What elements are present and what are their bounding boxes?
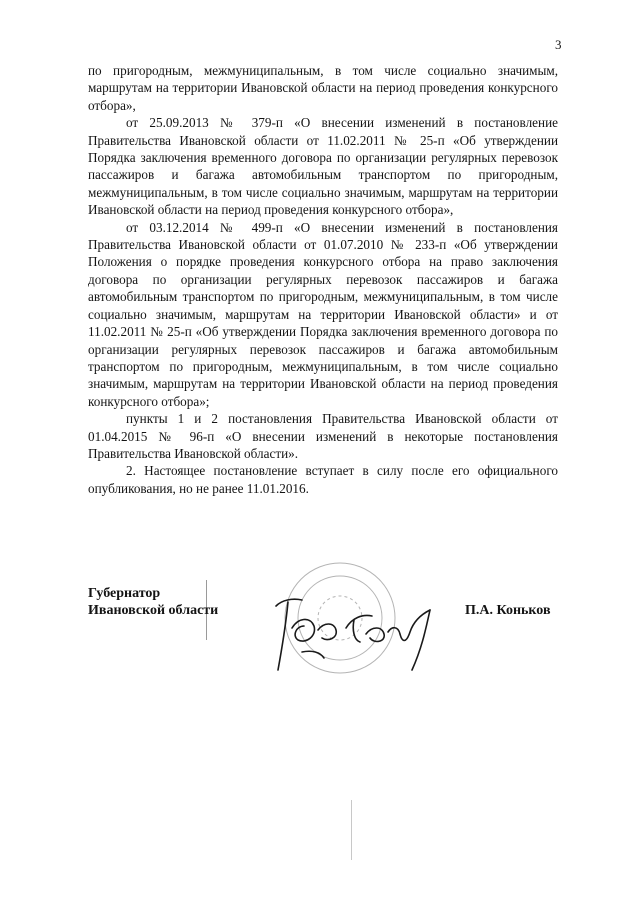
- paragraph-continuation: по пригородным, межмуниципальным, в том числе социально значимым, маршрутам на территории Ивановской области на период проведения конкурсного отбора»,: [88, 63, 558, 113]
- official-seal-icon: [285, 563, 395, 673]
- page-number: 3: [555, 37, 562, 52]
- document-body: [88, 62, 558, 497]
- fold-line: [351, 800, 352, 860]
- paragraph-resolution-499: от 03.12.2014 № 499-п «О внесении изменений в постановления Правительства Ивановской области от 01.07.2010 № 233-п «Об утверждении Положения о порядке проведения конкурсного отбора на право заключения договора по организации регулярных перевозок пассажиров и багажа автомобильным транспортом по пригородным, межмуниципальным, в том числе социально значимым, маршрутам на территории Ивановской области» и от 11.02.2011 № 25-п «Об утверждении Порядка заключения временного договора по организации регулярных перевозок пассажиров и багажа автомобильным транспортом по пригородным, межмуниципальным, в том числе социально значимым, маршрутам на территории Ивановской области на период проведения конкурсного отбора»;: [88, 219, 558, 409]
- signatory-name: П.А. Коньков: [465, 603, 551, 618]
- paragraph-resolution-379: от 25.09.2013 № 379-п «О внесении изменений в постановление Правительства Ивановской области от 11.02.2011 № 25-п «Об утверждении Порядка заключения временного договора по организации регулярных перевозок пассажиров и багажа автомобильным транспортом по пригородным, межмуниципальным, в том числе социально значимым, маршрутам на территории Ивановской области на период проведения конкурсного отбора»,: [88, 115, 558, 218]
- signatory-title: Губернатор: [88, 586, 161, 601]
- signature-stamp-image: [262, 548, 452, 698]
- signatory-region: Ивановской области: [88, 603, 219, 618]
- paragraph-resolution-96: пункты 1 и 2 постановления Правительства Ивановской области от 01.04.2015 № 96-п «О внесении изменений в некоторые постановления Правительства Ивановской области».: [88, 411, 558, 461]
- paragraph-item-2: 2. Настоящее постановление вступает в силу после его официального опубликования, но не ранее 11.01.2016.: [88, 463, 558, 496]
